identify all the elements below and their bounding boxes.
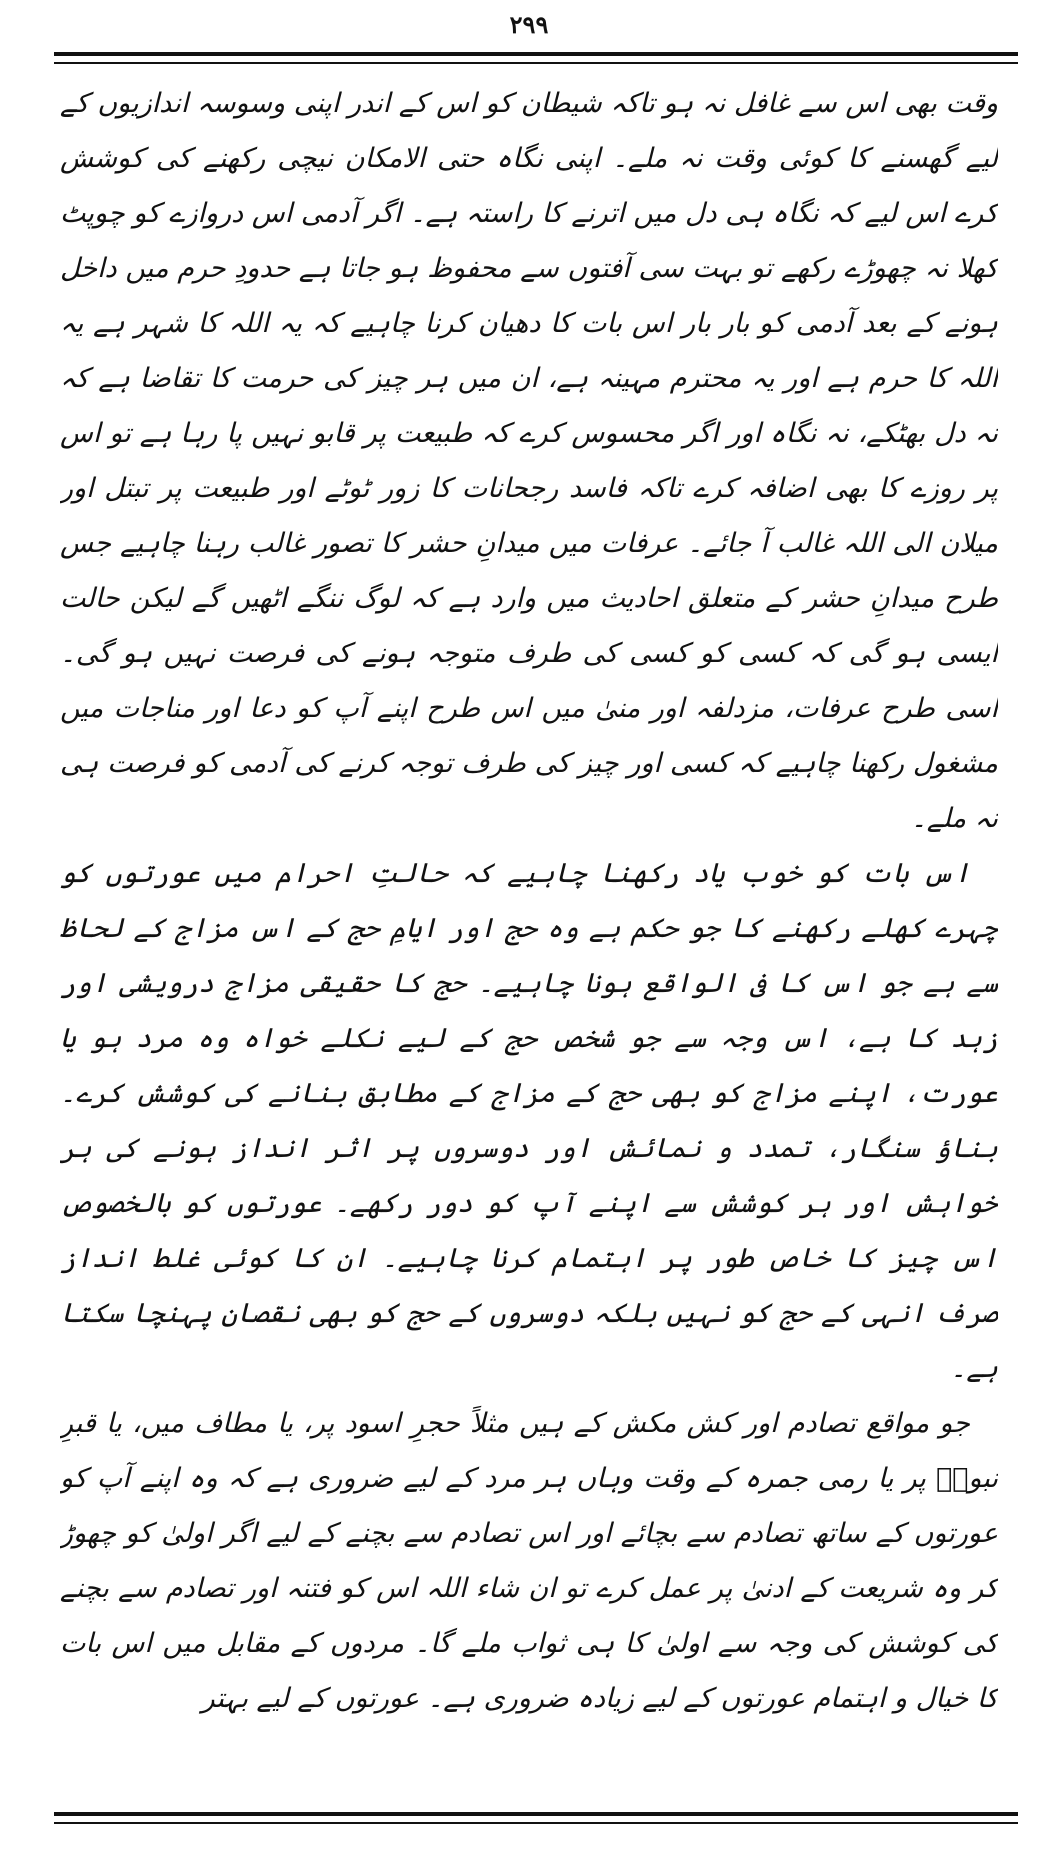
paragraph-3: جو مواقع تصادم اور کش مکش کے ہیں مثلاً حجرِ اسود پر، یا مطاف میں، یا قبرِ نبویؐ پر یا رمی جمرہ کے وقت وہاں ہر مرد کے لیے ضروری ہے کہ وہ اپنے آپ کو عورتوں کے ساتھ تصادم سے بچائے اور اس تصادم سے بچنے کے لیے اگر اولیٰ کو چھوڑ کر وہ شریعت کے ادنیٰ پر عمل کرے تو ان شاء اللہ اس کو فتنہ اور تصادم سے بچنے کی کوشش کی وجہ سے اولیٰ کا ہی ثواب ملے گا۔ مردوں کے مقابل میں اس بات کا خیال و اہتمام عورتوں کے لیے زیادہ ضروری ہے۔ عورتوں کے لیے بہتر — [60, 1408, 998, 1714]
footer-rule-thick — [54, 1812, 1018, 1816]
header-rule-thick — [54, 52, 1018, 56]
footer-rule-thin — [54, 1822, 1018, 1824]
header-rule-thin — [54, 62, 1018, 64]
paragraph-1: وقت بھی اس سے غافل نہ ہو تاکہ شیطان کو اس کے اندر اپنی وسوسہ اندازیوں کے لیے گھسنے کا کوئی وقت نہ ملے۔ اپنی نگاہ حتی الامکان نیچی رکھنے کی کوشش کرے اس لیے کہ نگاہ ہی دل میں اترنے کا راستہ ہے۔ اگر آدمی اس دروازے کو چوپٹ کھلا نہ چھوڑے رکھے تو بہت سی آفتوں سے محفوظ ہو جاتا ہے حدودِ حرم میں داخل ہونے کے بعد آدمی کو بار بار اس بات کا دھیان کرنا چاہیے کہ یہ اللہ کا شہر ہے یہ اللہ کا حرم ہے اور یہ محترم مہینہ ہے، ان میں ہر چیز کی حرمت کا تقاضا ہے کہ نہ دل بھٹکے، نہ نگاہ اور اگر محسوس کرے کہ طبیعت پر قابو نہیں پا رہا ہے تو اس پر روزے کا بھی اضافہ کرے تاکہ فاسد رجحانات کا زور ٹوٹے اور طبیعت پر تبتل اور میلان الی اللہ غالب آ جائے۔ عرفات میں میدانِ حشر کا تصور غالب رہنا چاہیے جس طرح میدانِ حشر کے متعلق احادیث میں وارد ہے کہ لوگ ننگے اٹھیں گے لیکن حالت ایسی ہو گی کہ کسی کو کسی کی طرف متوجہ ہونے کی فرصت نہیں ہو گی۔ اسی طرح عرفات، مزدلفہ اور منیٰ میں اس طرح اپنے آپ کو دعا اور مناجات میں مشغول رکھنا چاہیے کہ کسی اور چیز کی طرف توجہ کرنے کی آدمی کو فرصت ہی نہ ملے۔ — [60, 88, 998, 834]
page-body — [60, 76, 998, 1803]
paragraph-2: اس بات کو خوب یاد رکھنا چاہیے کہ حالتِ احرام میں عورتوں کو چہرے کھلے رکھنے کا جو حکم ہے وہ حج اور ایامِ حج کے اس مزاج کے لحاظ سے ہے جو اس کا فی الواقع ہونا چاہیے۔ حج کا حقیقی مزاج درویشی اور زہد کا ہے، اس وجہ سے جو شخص حج کے لیے نکلے خواہ وہ مرد ہو یا عورت، اپنے مزاج کو بھی حج کے مزاج کے مطابق بنانے کی کوشش کرے۔ بناؤ سنگار، تمدد و نمائش اور دوسروں پر اثر انداز ہونے کی ہر خواہش اور ہر کوشش سے اپنے آپ کو دور رکھے۔ عورتوں کو بالخصوص اس چیز کا خاص طور پر اہتمام کرنا چاہیے۔ ان کا کوئی غلط انداز صرف انہی کے حج کو نہیں بلکہ دوسروں کے حج کو بھی نقصان پہنچا سکتا ہے۔ — [60, 858, 998, 1384]
page-number: ۲۹۹ — [509, 10, 549, 39]
